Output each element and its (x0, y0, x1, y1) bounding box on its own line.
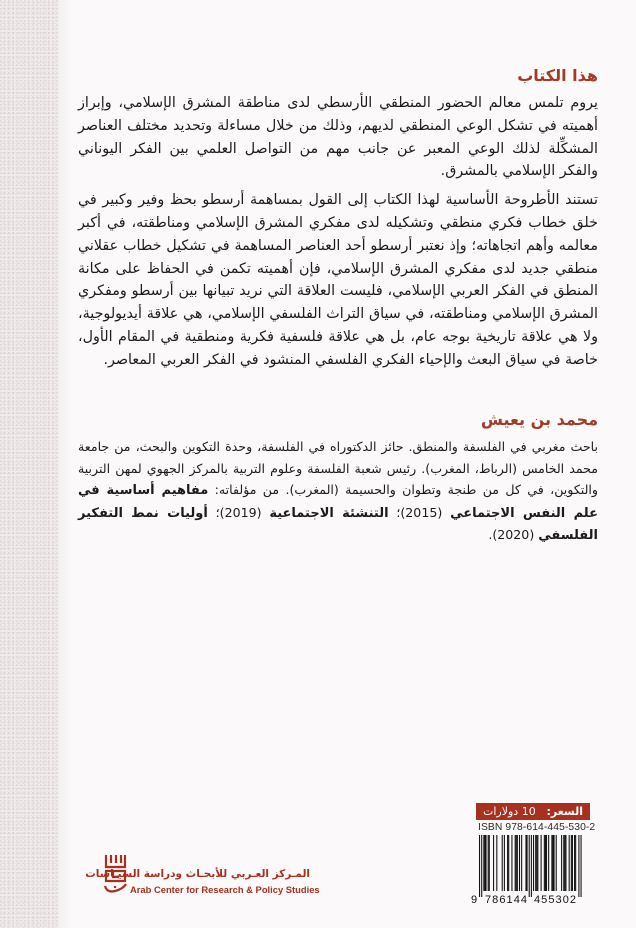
author-work-1-title: مفاهيم أساسية في علم النفس الاجتماعي (78, 483, 598, 521)
author-bio-intro: باحث مغربي في الفلسفة والمنطق. حائز الدكتوراه في الفلسفة، وحدة التكوين والبحث، من جامعة محمد الخامس (الرباط، المغرب). رئيس شعبة الفلسفة وعلوم التربية بالمركز الجهوي لمهن التربية والتكوين، في كل من طنجة وتطوان والحسيمة (المغرب). من مؤلفاته: (78, 439, 598, 498)
barcode-bar (535, 835, 536, 891)
barcode-bar (564, 835, 565, 891)
barcode-bar (569, 835, 570, 891)
barcode-bar (572, 835, 573, 891)
barcode-bar (489, 835, 490, 891)
about-book-section (78, 66, 598, 378)
author-bio (78, 436, 598, 547)
barcode-bar (508, 835, 509, 891)
barcode-bar (488, 835, 489, 891)
barcode-bar (571, 835, 572, 891)
barcode-bar (575, 835, 576, 891)
isbn-barcode (470, 835, 592, 905)
barcode-first-digit: 9 (471, 894, 478, 905)
author-work-1-year: (2015) (400, 504, 443, 520)
barcode-bar (517, 835, 518, 891)
author-work-3-title: أوليات نمط التفكير الفلسفي (78, 505, 598, 544)
barcode-bar (496, 835, 497, 891)
barcode-bar (552, 835, 553, 891)
barcode-bar (554, 835, 555, 891)
barcode-bar (561, 835, 562, 891)
barcode-bar (565, 835, 566, 891)
decorative-texture-fade (58, 0, 72, 928)
author-work-3-separator: . (488, 527, 493, 543)
barcode-bar (536, 835, 537, 891)
author-name-heading: محمد بن يعيش (480, 410, 598, 429)
barcode-bar (483, 835, 484, 891)
publisher-name-english: Arab Center for Research & Policy Studies (130, 884, 320, 895)
barcode-bar (546, 835, 547, 891)
about-paragraph-1: يروم تلمس معالم الحضور المنطقي الأرسطي لدى مناطقة المشرق الإسلامي، وإبراز أهميته في تشكل الوعي المنطقي لديهم، وذلك من خلال مساءلة وتحديد مختلف العناصر المشكِّلة لذلك الوعي المعبر عن جانب مهم من التواصل العلمي بين الفكر اليوناني والفكر الإسلامي بالمشرق. (78, 95, 598, 180)
barcode-bar (521, 835, 522, 891)
author-work-2-title: التنشئة الاجتماعية (269, 505, 389, 521)
barcode-bar (563, 835, 564, 891)
barcode-left-digits: 786144 (485, 894, 527, 905)
barcode-bar (484, 835, 485, 891)
barcode-bar (515, 835, 516, 891)
barcode-bar (545, 835, 546, 891)
author-work-2-year: (2019) (219, 504, 262, 520)
about-book-heading: هذا الكتاب (517, 66, 598, 85)
barcode-bars (479, 835, 582, 897)
barcode-bar (504, 835, 505, 891)
barcode-bar (519, 835, 520, 891)
barcode-bar (544, 835, 545, 891)
decorative-texture-strip (0, 0, 58, 928)
barcode-guard-bar (578, 835, 579, 897)
isbn-number: ISBN 978-614-445-530-2 (478, 822, 596, 833)
price-value: 10 دولارات (483, 805, 536, 818)
barcode-guard-bar (479, 835, 480, 897)
barcode-bar (507, 835, 508, 891)
barcode-bar (525, 835, 526, 891)
barcode-bar (541, 835, 542, 891)
about-paragraph-2: تستند الأطروحة الأساسية لهذا الكتاب إلى القول بمساهمة أرسطو بحظ وفير وكبير في خلق خطاب فكري منطقي وتشكيله لدى مفكري المشرق الإسلامي ومناطقته، في أكبر معالمه وأهم اتجاهاته؛ وإذ نعتبر أرسطو أحد العناصر المساهمة في تشكيل خطاب عقلاني منطقي جديد لدى مفكري المشرق الإسلامي، فإن أهميته تكمن في الحفاظ على مكانة المنطق في الفكر العربي الإسلامي، فليست العلاقة التي نريد تبيانها بين أرسطو ومفكري المشرق الإسلامي ومناطقته، في سياق التراث الفلسفي الإسلامي، هي علاقة أيديولوجية، ولا هي علاقة تاريخية بوجه عام، بل هي علاقة فلسفية فكرية ومنطقية في المقام الأول، خاصة في سياق البعث والإحياء الفكري الفلسفي المنشود في الفكر العربي المعاصر. (78, 192, 598, 368)
barcode-right-digits: 455302 (534, 894, 576, 905)
barcode-bar (516, 835, 517, 891)
author-work-2-separator: ؛ (207, 504, 220, 520)
author-section (78, 410, 598, 547)
author-work-3-year: (2020) (492, 527, 535, 543)
barcode-guard-bar (481, 835, 482, 897)
barcode-guard-bar (581, 835, 582, 897)
price-badge (476, 803, 590, 820)
barcode-bar (527, 835, 528, 891)
barcode-bar (485, 835, 486, 891)
barcode-bar (556, 835, 557, 891)
barcode-bar (551, 835, 552, 891)
author-work-1-separator: ؛ (388, 504, 401, 520)
barcode-bar (537, 835, 538, 891)
barcode-bar (533, 835, 534, 891)
barcode-bar (493, 835, 494, 891)
barcode-bar (502, 835, 503, 891)
barcode-bar (548, 835, 549, 891)
publisher-name-arabic: المـركز العـربي للأبحـاث ودراسة السيـاسات (85, 868, 310, 880)
barcode-guard-bar (531, 835, 532, 897)
barcode-guard-bar (529, 835, 530, 897)
barcode-bar (511, 835, 512, 891)
price-label: السعر: (546, 805, 583, 818)
barcode-bar (574, 835, 575, 891)
